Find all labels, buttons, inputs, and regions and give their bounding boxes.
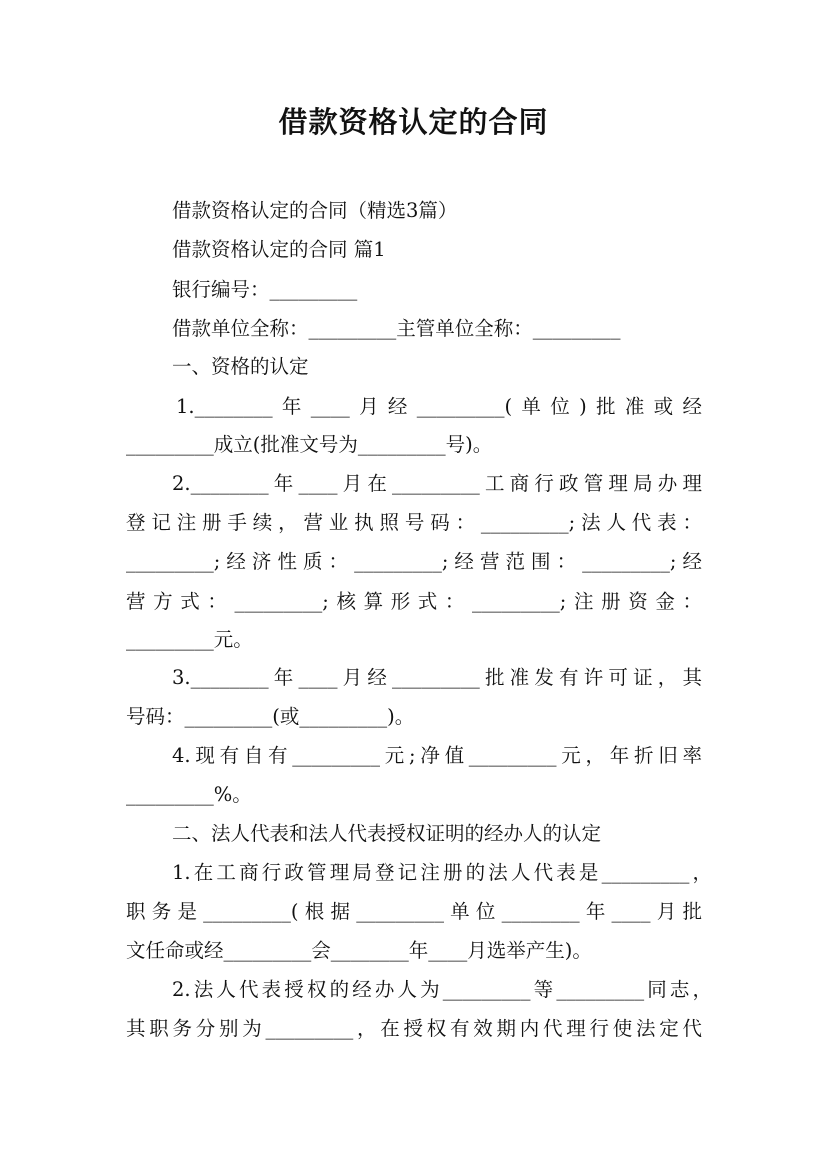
paragraph-line: 借款单位全称：_________主管单位全称：_________ [172,317,621,340]
paragraph-line: 借款资格认定的合同（精选3篇） [172,199,458,222]
section-heading: 一、资格的认定 [172,355,309,378]
paragraph-line: 银行编号：_________ [172,278,358,301]
paragraph-line: 营方式：_________;核算形式：_________;注册资金： [126,590,702,613]
paragraph-line: 2.法人代表授权的经办人为_________等_________同志， [172,978,712,1001]
paragraph-line: 1.在工商行政管理局登记注册的法人代表是_________， [172,861,712,884]
paragraph-line: 4.现有自有_________元;净值_________元，年折旧率 [172,744,702,767]
paragraph-line: 其职务分别为_________，在授权有效期内代理行使法定代 [126,1017,702,1040]
paragraph-line: 3.________年____月经_________批准发有许可证，其 [172,666,702,689]
paragraph-line: _________;经济性质：_________;经营范围：_________;经 [126,550,702,573]
paragraph-line: _________成立(批准文号为_________号)。 [126,433,493,456]
paragraph-line: 1.________年____月经_________(单位)批准或经 [176,395,702,418]
paragraph-line: 2.________年____月在_________工商行政管理局办理 [172,472,702,495]
section-heading: 二、法人代表和法人代表授权证明的经办人的认定 [172,822,602,845]
paragraph-line: 登记注册手续，营业执照号码：_________;法人代表： [126,511,702,534]
paragraph-line: _________%。 [126,783,252,806]
paragraph-line: 号码：_________(或_________)。 [126,705,415,728]
paragraph-line: 文任命或经_________会________年____月选举产生)。 [126,939,592,962]
section-heading: 借款资格认定的合同 篇1 [172,238,386,261]
paragraph-line: _________元。 [126,628,253,651]
document-title: 借款资格认定的合同 [278,105,549,139]
paragraph-line: 职务是_________(根据_________单位________年____月批 [126,900,702,923]
